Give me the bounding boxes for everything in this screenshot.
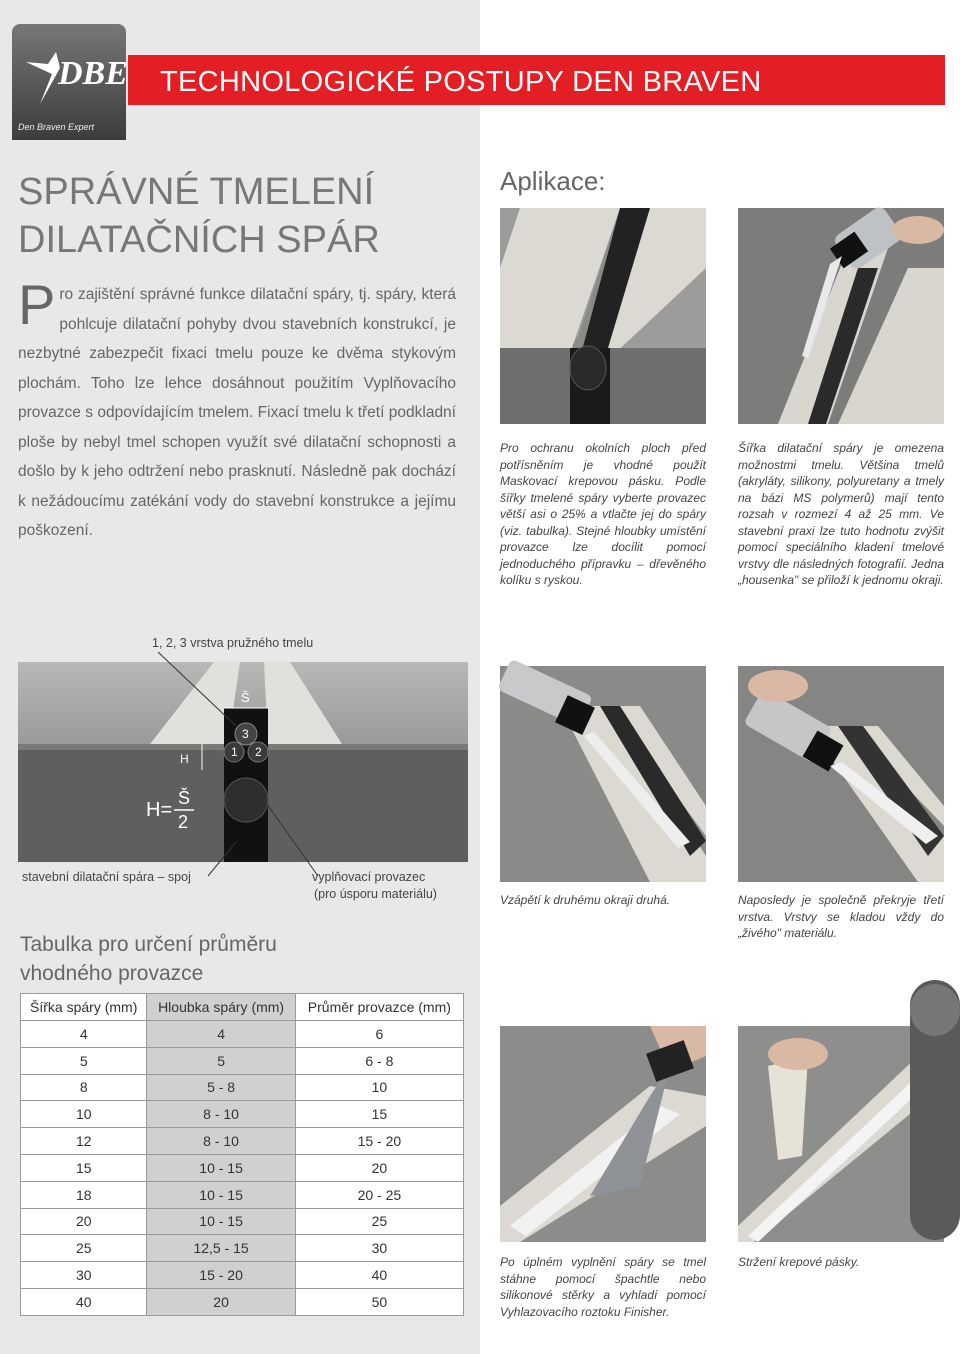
cell-depth: 10 - 15 [147, 1208, 295, 1235]
photo-step-2 [738, 208, 944, 424]
cell-width: 20 [21, 1208, 147, 1235]
formula-h: H= [146, 799, 173, 821]
cell-depth: 8 - 10 [147, 1101, 295, 1128]
cell-diameter: 20 - 25 [295, 1181, 463, 1208]
diagram-joint-label: stavební dilatační spára – spoj [22, 870, 191, 884]
application-title: Aplikace: [500, 166, 606, 196]
table-row [21, 1154, 464, 1181]
cell-depth: 15 - 20 [147, 1262, 295, 1289]
diagram-rope-label-2: (pro úsporu materiálu) [314, 887, 437, 901]
cell-width: 5 [21, 1047, 147, 1074]
den-braven-logo [12, 24, 126, 140]
caption-step-6: Stržení krepové pásky. [738, 1255, 860, 1269]
intro-text: ro zajištění správné funkce dilatační spáry, tj. spáry, která pohlcuje dilatační pohyby dvou stavebních konstrukcí, je nezbytné zabezpečit fixaci tmelu pouze ke dvěma stykovým plochám. Toho lze lehce dosáhnout použitím Vyplňovacího provazce s odpovídajícím tmelem. Fixací tmelu k třetí podkladní ploše by nebyl tmel schopen využít své dilatační schopnosti a došlo by k jeho odtržení nebo prasknutí. Následně pak dochází k nežádoucímu zatékání vody do stavební konstrukce a jejímu poškození. [18, 286, 456, 539]
cell-width: 10 [21, 1101, 147, 1128]
cell-width: 30 [21, 1262, 147, 1289]
cell-width: 8 [21, 1074, 147, 1101]
caption-step-2: Šířka dilatační spáry je omezena možnostmi tmelu. Většina tmelů (akryláty, silikony, polyuretany a tmely na bázi MS polymerů) mají tento rozsah v rozmezí 4 až 25 mm. Ve stavební praxi lze tuto hodnotu zvýšit pomocí speciálního kladení tmelové vrstvy dle následných fotografií. Jedna „housenka" se přiloží k jednomu okraji. [738, 441, 944, 587]
cell-diameter: 6 [295, 1021, 463, 1048]
banner-title: TECHNOLOGICKÉ POSTUPY DEN BRAVEN [160, 66, 762, 98]
layer-3-label: 3 [242, 727, 249, 741]
cell-depth: 5 - 8 [147, 1074, 295, 1101]
caption-step-5: Po úplném vyplnění spáry se tmel stáhne pomocí špachtle nebo silikonové stěrky a vyhladí pomocí Vyhlazovacího roztoku Finisher. [500, 1255, 706, 1319]
article-title [18, 168, 458, 264]
caption-step-3: Vzápětí k druhému okraji druhá. [500, 893, 671, 907]
photo-step-1 [500, 208, 706, 424]
diagram-top-label: 1, 2, 3 vrstva pružného tmelu [152, 636, 314, 650]
cell-diameter: 20 [295, 1154, 463, 1181]
cell-width: 15 [21, 1154, 147, 1181]
table-row [21, 1262, 464, 1289]
table-title-line1: Tabulka pro určení průměru [20, 933, 277, 956]
cell-diameter: 6 - 8 [295, 1047, 463, 1074]
table-title [20, 930, 340, 988]
article-title-line1: SPRÁVNÉ TMELENÍ [18, 171, 375, 213]
cell-diameter: 40 [295, 1262, 463, 1289]
formula-denominator: 2 [178, 812, 189, 832]
header-rope-diameter: Průměr provazce (mm) [295, 994, 463, 1021]
logo-caption: Den Braven Expert [18, 122, 95, 132]
table-row [21, 1288, 464, 1315]
article-title-line2: DILATAČNÍCH SPÁR [18, 219, 380, 261]
drop-cap: P [18, 273, 56, 336]
cell-width: 12 [21, 1128, 147, 1155]
table-row [21, 1181, 464, 1208]
rope-diameter-table [20, 993, 464, 1316]
table-title-line2: vhodného provazce [20, 962, 204, 985]
table-row [21, 1128, 464, 1155]
caption-step-1: Pro ochranu okolních ploch před potřísněním je vhodné použít Maskovací krepovou pásku. Podle šířky tmelené spáry vyberte provazec větší asi o 25% a vtlačte jej do spáry (viz. tabulka). Stejné hloubky umístění provazce lze docílit pomocí jednoduchého přípravku – dřevěného kolíku s ryskou. [500, 441, 706, 587]
header-banner [128, 55, 945, 105]
header-joint-depth: Hloubka spáry (mm) [147, 994, 295, 1021]
layer-1-label: 1 [231, 745, 238, 759]
joint-cross-section-diagram [18, 662, 468, 862]
header-joint-width: Šířka spáry (mm) [21, 994, 147, 1021]
cell-width: 18 [21, 1181, 147, 1208]
cell-depth: 10 - 15 [147, 1154, 295, 1181]
table-row [21, 1074, 464, 1101]
photo-step-4 [738, 666, 944, 882]
table-row [21, 1235, 464, 1262]
cell-diameter: 15 [295, 1101, 463, 1128]
intro-paragraph [18, 273, 456, 546]
diagram-rope-label-1: vyplňovací provazec [312, 870, 426, 884]
cell-depth: 4 [147, 1021, 295, 1048]
dbe-bird-logo-icon [18, 34, 128, 114]
cell-width: 40 [21, 1288, 147, 1315]
svg-text:DBE: DBE [58, 55, 128, 92]
table-row [21, 1021, 464, 1048]
foam-rope-graphic [880, 980, 960, 1240]
cell-diameter: 50 [295, 1288, 463, 1315]
cell-depth: 8 - 10 [147, 1128, 295, 1155]
s-dimension-label: Š [241, 690, 250, 705]
cell-width: 4 [21, 1021, 147, 1048]
cell-width: 25 [21, 1235, 147, 1262]
table-row [21, 1208, 464, 1235]
cell-diameter: 10 [295, 1074, 463, 1101]
cell-diameter: 25 [295, 1208, 463, 1235]
table-row [21, 1101, 464, 1128]
cell-depth: 20 [147, 1288, 295, 1315]
cell-depth: 10 - 15 [147, 1181, 295, 1208]
caption-step-4: Naposledy je společně překryje třetí vrstva. Vrstvy se kladou vždy do „živého" materiálu. [738, 893, 944, 940]
cell-depth: 5 [147, 1047, 295, 1074]
table-header-row [21, 994, 464, 1021]
cell-depth: 12,5 - 15 [147, 1235, 295, 1262]
joint-cross-section-illustration [18, 662, 468, 862]
table-row [21, 1047, 464, 1074]
cell-diameter: 15 - 20 [295, 1128, 463, 1155]
formula-numerator: Š [178, 788, 191, 808]
photo-step-5 [500, 1026, 706, 1242]
h-dimension-label: H [180, 752, 189, 766]
cell-diameter: 30 [295, 1235, 463, 1262]
photo-step-3 [500, 666, 706, 882]
layer-2-label: 2 [255, 745, 262, 759]
